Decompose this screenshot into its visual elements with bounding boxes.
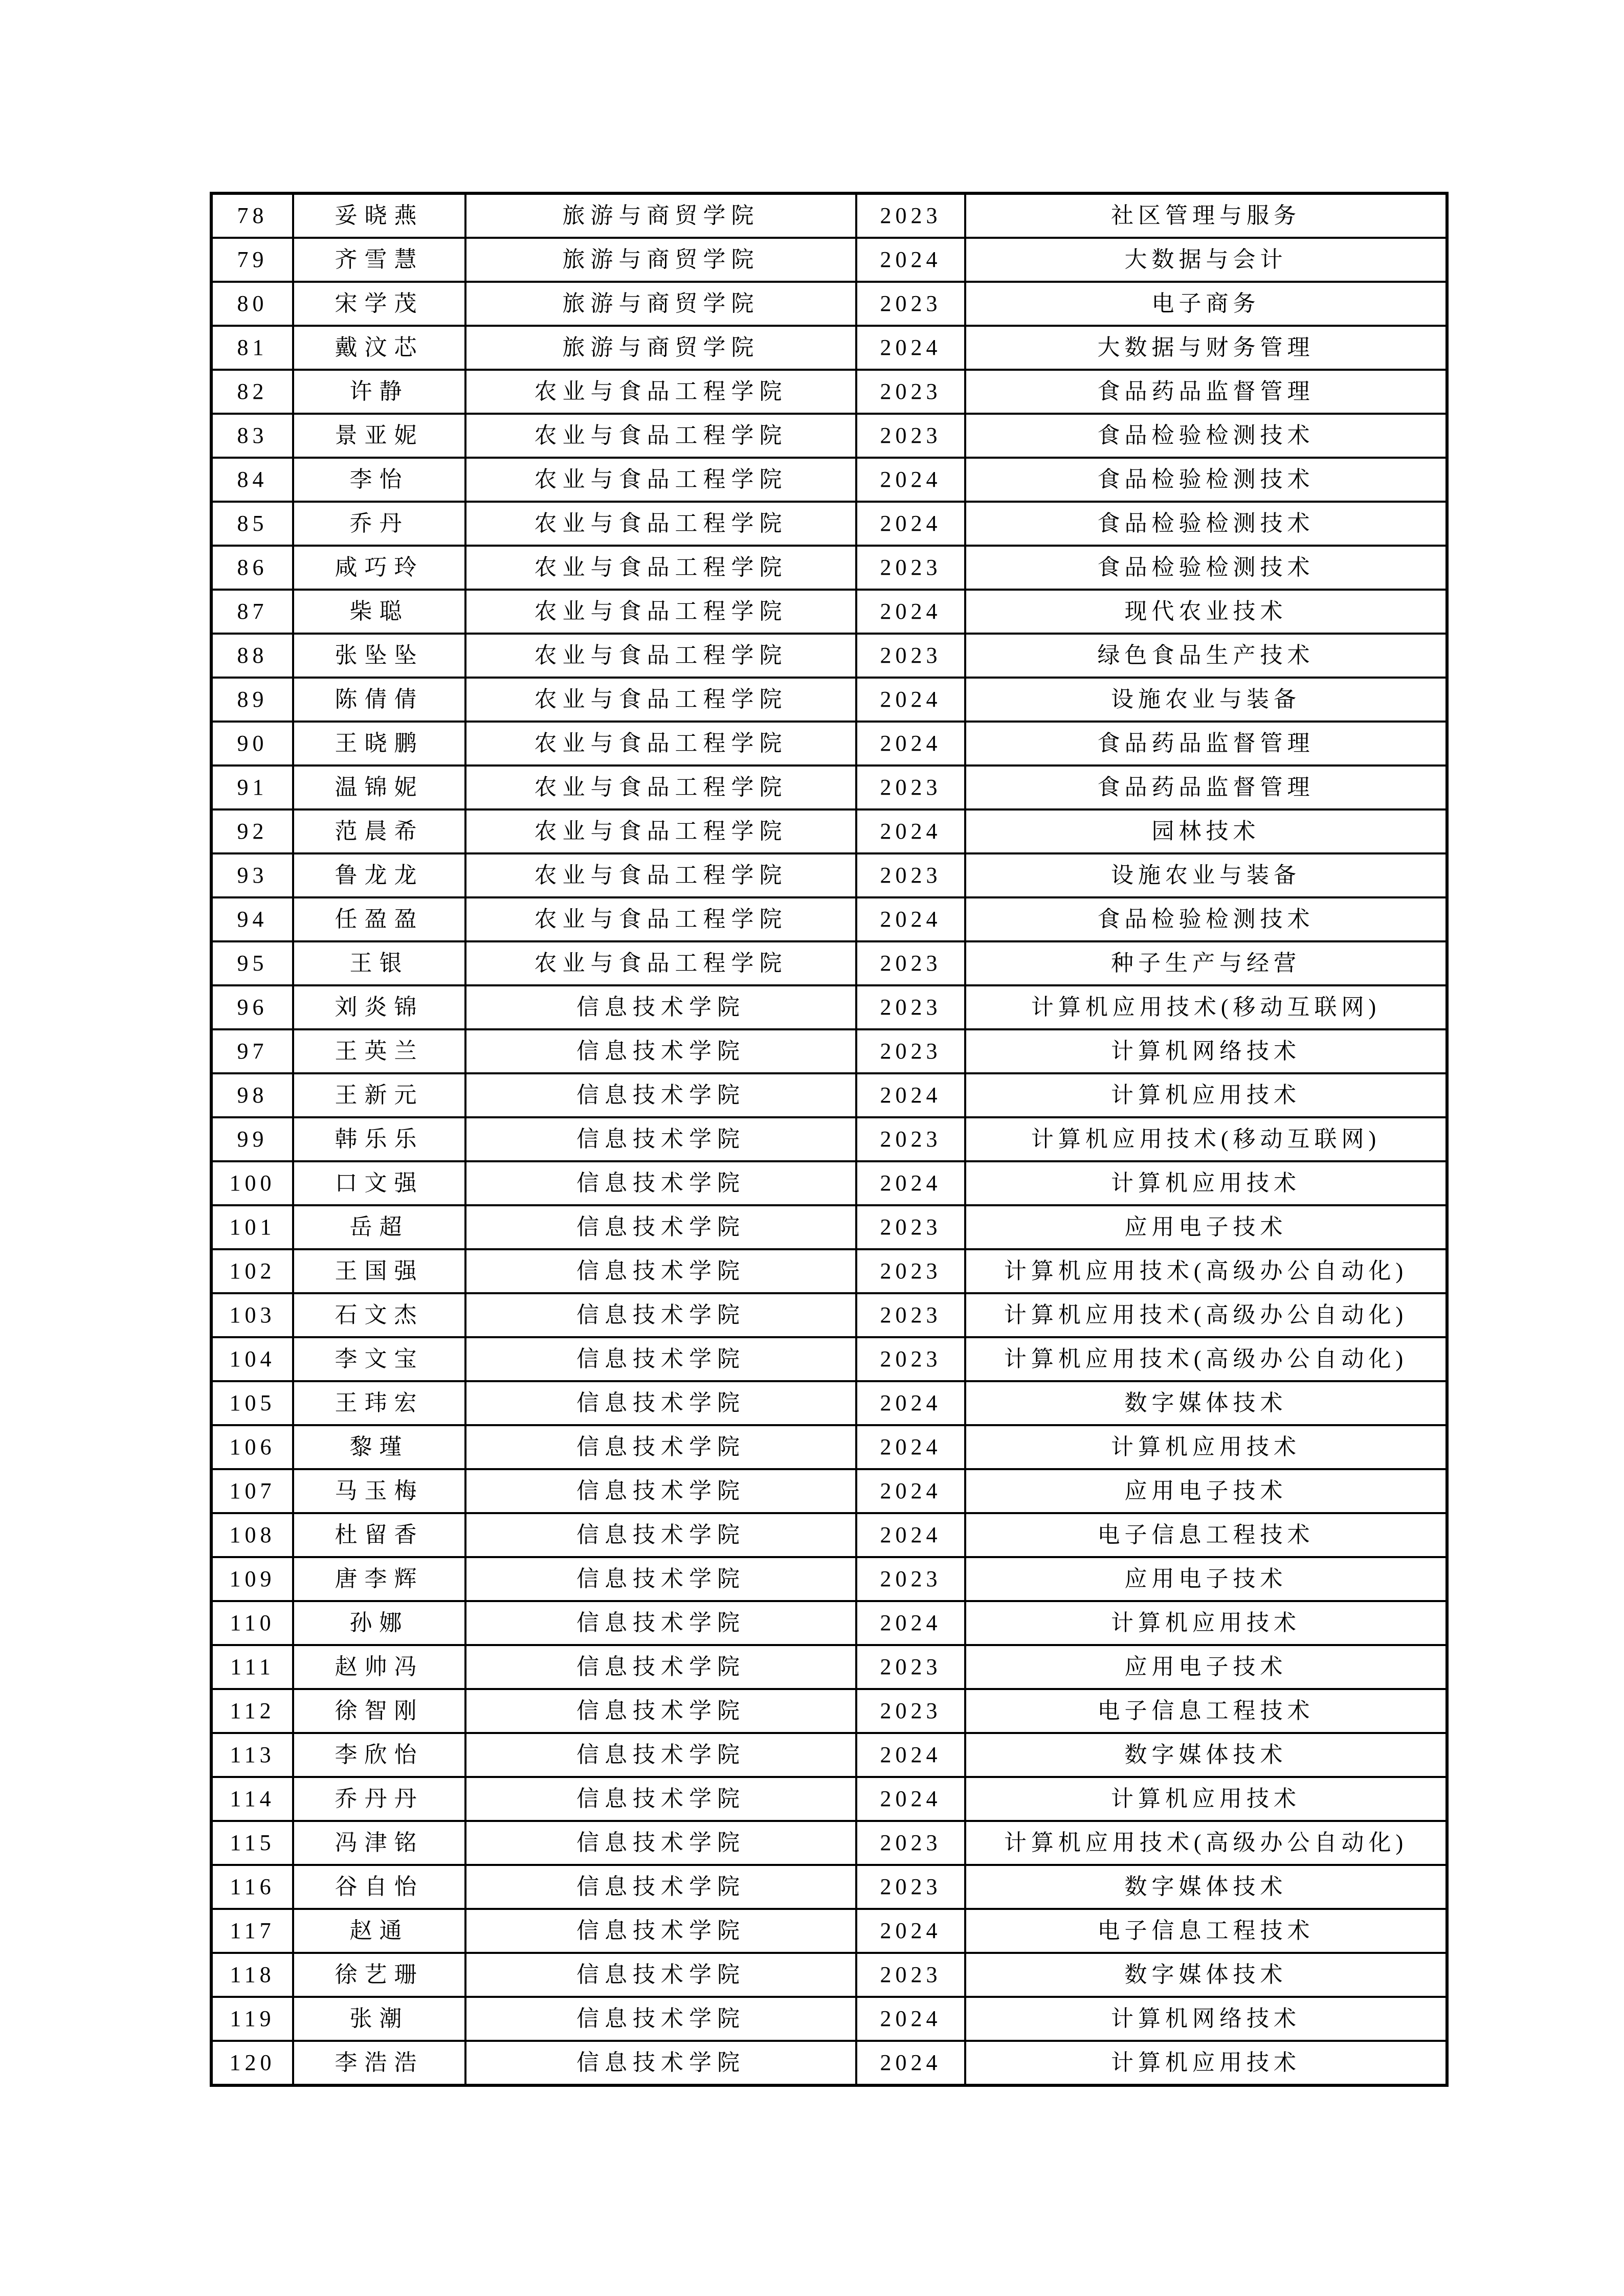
table-row: [211, 1117, 1447, 1161]
cell-college: 信息技术学院: [465, 1293, 856, 1337]
table-row: [211, 1777, 1447, 1821]
cell-name: 徐艺珊: [293, 1953, 465, 1997]
table-row: [211, 766, 1447, 809]
table-row: [211, 2041, 1447, 2085]
table-row: [211, 1865, 1447, 1909]
cell-year: 2023: [856, 766, 965, 809]
cell-major: 应用电子技术: [965, 1205, 1447, 1249]
cell-college: 信息技术学院: [465, 1557, 856, 1601]
cell-major: 计算机应用技术: [965, 1601, 1447, 1645]
cell-name: 乔丹丹: [293, 1777, 465, 1821]
cell-college: 农业与食品工程学院: [465, 897, 856, 941]
cell-year: 2023: [856, 1865, 965, 1909]
cell-major: 数字媒体技术: [965, 1865, 1447, 1909]
cell-no: 84: [211, 458, 293, 502]
cell-name: 徐智刚: [293, 1689, 465, 1733]
cell-no: 120: [211, 2041, 293, 2085]
cell-college: 信息技术学院: [465, 1513, 856, 1557]
cell-year: 2024: [856, 1073, 965, 1117]
cell-name: 刘炎锦: [293, 985, 465, 1029]
cell-name: 岳超: [293, 1205, 465, 1249]
cell-name: 乔丹: [293, 502, 465, 546]
table-row: [211, 1821, 1447, 1865]
cell-major: 大数据与财务管理: [965, 326, 1447, 370]
cell-major: 设施农业与装备: [965, 853, 1447, 897]
cell-name: 王玮宏: [293, 1381, 465, 1425]
cell-college: 信息技术学院: [465, 1381, 856, 1425]
cell-major: 应用电子技术: [965, 1557, 1447, 1601]
cell-year: 2024: [856, 1777, 965, 1821]
cell-no: 116: [211, 1865, 293, 1909]
table-row: [211, 282, 1447, 326]
cell-name: 鲁龙龙: [293, 853, 465, 897]
cell-name: 王晓鹏: [293, 722, 465, 766]
cell-major: 计算机应用技术: [965, 1425, 1447, 1469]
cell-college: 信息技术学院: [465, 1337, 856, 1381]
cell-year: 2024: [856, 590, 965, 634]
cell-college: 农业与食品工程学院: [465, 546, 856, 590]
cell-major: 数字媒体技术: [965, 1381, 1447, 1425]
cell-name: 石文杰: [293, 1293, 465, 1337]
table-row: [211, 1029, 1447, 1073]
cell-major: 大数据与会计: [965, 238, 1447, 282]
cell-year: 2024: [856, 238, 965, 282]
cell-name: 王英兰: [293, 1029, 465, 1073]
cell-no: 115: [211, 1821, 293, 1865]
cell-college: 信息技术学院: [465, 1117, 856, 1161]
cell-year: 2023: [856, 1205, 965, 1249]
cell-name: 冯津铭: [293, 1821, 465, 1865]
cell-major: 社区管理与服务: [965, 193, 1447, 238]
cell-name: 赵帅冯: [293, 1645, 465, 1689]
cell-no: 110: [211, 1601, 293, 1645]
cell-college: 信息技术学院: [465, 1601, 856, 1645]
cell-year: 2023: [856, 985, 965, 1029]
cell-no: 78: [211, 193, 293, 238]
cell-major: 食品检验检测技术: [965, 502, 1447, 546]
table-row: [211, 1337, 1447, 1381]
cell-college: 信息技术学院: [465, 1205, 856, 1249]
cell-major: 应用电子技术: [965, 1645, 1447, 1689]
cell-major: 食品检验检测技术: [965, 897, 1447, 941]
cell-no: 80: [211, 282, 293, 326]
cell-no: 119: [211, 1997, 293, 2041]
cell-no: 86: [211, 546, 293, 590]
table-row: [211, 722, 1447, 766]
cell-college: 农业与食品工程学院: [465, 809, 856, 853]
cell-no: 94: [211, 897, 293, 941]
table-row: [211, 1645, 1447, 1689]
cell-college: 信息技术学院: [465, 1733, 856, 1777]
cell-major: 现代农业技术: [965, 590, 1447, 634]
cell-name: 马玉梅: [293, 1469, 465, 1513]
cell-year: 2023: [856, 370, 965, 414]
cell-college: 农业与食品工程学院: [465, 502, 856, 546]
cell-year: 2023: [856, 193, 965, 238]
cell-major: 计算机应用技术(高级办公自动化): [965, 1293, 1447, 1337]
cell-college: 信息技术学院: [465, 1777, 856, 1821]
cell-college: 信息技术学院: [465, 1645, 856, 1689]
cell-major: 数字媒体技术: [965, 1953, 1447, 1997]
cell-name: 张坠坠: [293, 634, 465, 678]
cell-major: 计算机应用技术(高级办公自动化): [965, 1337, 1447, 1381]
cell-college: 信息技术学院: [465, 1073, 856, 1117]
cell-major: 食品药品监督管理: [965, 766, 1447, 809]
cell-college: 信息技术学院: [465, 1909, 856, 1953]
table-row: [211, 1909, 1447, 1953]
cell-no: 99: [211, 1117, 293, 1161]
table-row: [211, 1469, 1447, 1513]
cell-name: 李欣怡: [293, 1733, 465, 1777]
cell-name: 韩乐乐: [293, 1117, 465, 1161]
table-row: [211, 1205, 1447, 1249]
cell-year: 2023: [856, 1293, 965, 1337]
cell-college: 信息技术学院: [465, 1469, 856, 1513]
cell-no: 103: [211, 1293, 293, 1337]
cell-year: 2024: [856, 2041, 965, 2085]
table-row: [211, 370, 1447, 414]
cell-name: 杜留香: [293, 1513, 465, 1557]
cell-no: 87: [211, 590, 293, 634]
cell-college: 信息技术学院: [465, 985, 856, 1029]
cell-major: 电子信息工程技术: [965, 1909, 1447, 1953]
cell-no: 83: [211, 414, 293, 458]
cell-name: 宋学茂: [293, 282, 465, 326]
cell-year: 2023: [856, 546, 965, 590]
cell-name: 陈倩倩: [293, 678, 465, 722]
table-row: [211, 1425, 1447, 1469]
cell-college: 旅游与商贸学院: [465, 326, 856, 370]
cell-major: 计算机应用技术: [965, 1777, 1447, 1821]
cell-name: 孙娜: [293, 1601, 465, 1645]
cell-college: 信息技术学院: [465, 1029, 856, 1073]
cell-name: 赵通: [293, 1909, 465, 1953]
cell-no: 81: [211, 326, 293, 370]
cell-year: 2024: [856, 1161, 965, 1205]
cell-year: 2024: [856, 1733, 965, 1777]
cell-no: 98: [211, 1073, 293, 1117]
cell-year: 2023: [856, 1953, 965, 1997]
table-row: [211, 1601, 1447, 1645]
table-row: [211, 546, 1447, 590]
cell-year: 2023: [856, 1337, 965, 1381]
cell-major: 食品药品监督管理: [965, 370, 1447, 414]
cell-college: 信息技术学院: [465, 1161, 856, 1205]
cell-year: 2023: [856, 1645, 965, 1689]
cell-name: 齐雪慧: [293, 238, 465, 282]
cell-college: 农业与食品工程学院: [465, 458, 856, 502]
cell-college: 农业与食品工程学院: [465, 590, 856, 634]
cell-no: 118: [211, 1953, 293, 1997]
cell-major: 计算机应用技术(移动互联网): [965, 1117, 1447, 1161]
cell-college: 信息技术学院: [465, 1821, 856, 1865]
cell-college: 农业与食品工程学院: [465, 766, 856, 809]
cell-major: 食品检验检测技术: [965, 414, 1447, 458]
table-row: [211, 458, 1447, 502]
cell-no: 101: [211, 1205, 293, 1249]
cell-major: 电子信息工程技术: [965, 1689, 1447, 1733]
cell-no: 105: [211, 1381, 293, 1425]
cell-year: 2024: [856, 326, 965, 370]
cell-name: 黎瑾: [293, 1425, 465, 1469]
cell-year: 2023: [856, 634, 965, 678]
cell-name: 李怡: [293, 458, 465, 502]
cell-college: 旅游与商贸学院: [465, 193, 856, 238]
cell-name: 李文宝: [293, 1337, 465, 1381]
cell-year: 2023: [856, 1689, 965, 1733]
cell-year: 2023: [856, 282, 965, 326]
cell-name: 王国强: [293, 1249, 465, 1293]
cell-major: 计算机网络技术: [965, 1997, 1447, 2041]
cell-no: 89: [211, 678, 293, 722]
cell-name: 谷自怡: [293, 1865, 465, 1909]
cell-year: 2023: [856, 853, 965, 897]
cell-name: 李浩浩: [293, 2041, 465, 2085]
cell-name: 妥晓燕: [293, 193, 465, 238]
table-row: [211, 1513, 1447, 1557]
table-row: [211, 1557, 1447, 1601]
cell-major: 电子商务: [965, 282, 1447, 326]
cell-name: 任盈盈: [293, 897, 465, 941]
cell-name: 唐李辉: [293, 1557, 465, 1601]
cell-year: 2023: [856, 1029, 965, 1073]
cell-college: 信息技术学院: [465, 2041, 856, 2085]
cell-year: 2024: [856, 1601, 965, 1645]
cell-year: 2024: [856, 678, 965, 722]
cell-major: 计算机应用技术: [965, 2041, 1447, 2085]
table-row: [211, 1953, 1447, 1997]
cell-college: 信息技术学院: [465, 1953, 856, 1997]
table-row: [211, 326, 1447, 370]
cell-major: 食品检验检测技术: [965, 546, 1447, 590]
cell-college: 农业与食品工程学院: [465, 853, 856, 897]
cell-no: 95: [211, 941, 293, 985]
cell-major: 应用电子技术: [965, 1469, 1447, 1513]
cell-no: 111: [211, 1645, 293, 1689]
cell-major: 计算机应用技术(高级办公自动化): [965, 1249, 1447, 1293]
cell-college: 旅游与商贸学院: [465, 282, 856, 326]
cell-college: 信息技术学院: [465, 1997, 856, 2041]
cell-year: 2024: [856, 1381, 965, 1425]
cell-college: 旅游与商贸学院: [465, 238, 856, 282]
cell-year: 2024: [856, 809, 965, 853]
cell-no: 117: [211, 1909, 293, 1953]
cell-major: 计算机应用技术: [965, 1161, 1447, 1205]
table-row: [211, 1073, 1447, 1117]
table-row: [211, 414, 1447, 458]
table-row: [211, 985, 1447, 1029]
table-row: [211, 1733, 1447, 1777]
cell-name: 王银: [293, 941, 465, 985]
cell-no: 107: [211, 1469, 293, 1513]
table-row: [211, 853, 1447, 897]
cell-college: 信息技术学院: [465, 1425, 856, 1469]
cell-no: 82: [211, 370, 293, 414]
cell-year: 2023: [856, 1117, 965, 1161]
cell-major: 计算机应用技术(高级办公自动化): [965, 1821, 1447, 1865]
cell-year: 2024: [856, 1997, 965, 2041]
cell-name: 咸巧玲: [293, 546, 465, 590]
table-row: [211, 1689, 1447, 1733]
cell-name: 戴汶芯: [293, 326, 465, 370]
cell-name: 温锦妮: [293, 766, 465, 809]
cell-name: 景亚妮: [293, 414, 465, 458]
cell-year: 2023: [856, 414, 965, 458]
cell-major: 计算机网络技术: [965, 1029, 1447, 1073]
cell-major: 计算机应用技术: [965, 1073, 1447, 1117]
cell-name: 张潮: [293, 1997, 465, 2041]
cell-major: 种子生产与经营: [965, 941, 1447, 985]
cell-no: 97: [211, 1029, 293, 1073]
cell-college: 信息技术学院: [465, 1865, 856, 1909]
cell-major: 计算机应用技术(移动互联网): [965, 985, 1447, 1029]
cell-year: 2023: [856, 1249, 965, 1293]
cell-year: 2024: [856, 458, 965, 502]
cell-no: 92: [211, 809, 293, 853]
cell-year: 2023: [856, 1821, 965, 1865]
cell-name: 王新元: [293, 1073, 465, 1117]
cell-college: 农业与食品工程学院: [465, 414, 856, 458]
cell-college: 农业与食品工程学院: [465, 634, 856, 678]
table-row: [211, 1381, 1447, 1425]
cell-year: 2024: [856, 897, 965, 941]
cell-no: 85: [211, 502, 293, 546]
cell-major: 电子信息工程技术: [965, 1513, 1447, 1557]
cell-year: 2023: [856, 941, 965, 985]
table-row: [211, 809, 1447, 853]
cell-college: 农业与食品工程学院: [465, 370, 856, 414]
cell-major: 食品检验检测技术: [965, 458, 1447, 502]
cell-no: 96: [211, 985, 293, 1029]
table-row: [211, 634, 1447, 678]
cell-year: 2024: [856, 502, 965, 546]
table-row: [211, 238, 1447, 282]
cell-year: 2023: [856, 1557, 965, 1601]
table-row: [211, 1997, 1447, 2041]
cell-no: 100: [211, 1161, 293, 1205]
table-row: [211, 1161, 1447, 1205]
cell-college: 农业与食品工程学院: [465, 941, 856, 985]
cell-college: 信息技术学院: [465, 1249, 856, 1293]
cell-year: 2024: [856, 1909, 965, 1953]
cell-name: 口文强: [293, 1161, 465, 1205]
cell-college: 农业与食品工程学院: [465, 722, 856, 766]
cell-no: 104: [211, 1337, 293, 1381]
table-row: [211, 897, 1447, 941]
cell-no: 106: [211, 1425, 293, 1469]
cell-no: 113: [211, 1733, 293, 1777]
table-row: [211, 1293, 1447, 1337]
cell-name: 范晨希: [293, 809, 465, 853]
table-row: [211, 941, 1447, 985]
cell-no: 108: [211, 1513, 293, 1557]
cell-no: 91: [211, 766, 293, 809]
cell-no: 79: [211, 238, 293, 282]
table-row: [211, 502, 1447, 546]
cell-year: 2024: [856, 722, 965, 766]
cell-name: 许静: [293, 370, 465, 414]
cell-major: 设施农业与装备: [965, 678, 1447, 722]
cell-major: 食品药品监督管理: [965, 722, 1447, 766]
cell-no: 90: [211, 722, 293, 766]
cell-no: 112: [211, 1689, 293, 1733]
cell-year: 2024: [856, 1469, 965, 1513]
cell-college: 农业与食品工程学院: [465, 678, 856, 722]
cell-major: 园林技术: [965, 809, 1447, 853]
cell-college: 信息技术学院: [465, 1689, 856, 1733]
table-row: [211, 1249, 1447, 1293]
table-row: [211, 678, 1447, 722]
cell-year: 2024: [856, 1513, 965, 1557]
cell-no: 102: [211, 1249, 293, 1293]
cell-year: 2024: [856, 1425, 965, 1469]
cell-no: 93: [211, 853, 293, 897]
roster-table-body: [211, 193, 1447, 2085]
student-roster-table: [210, 192, 1449, 2087]
cell-no: 114: [211, 1777, 293, 1821]
table-row: [211, 590, 1447, 634]
cell-name: 柴聪: [293, 590, 465, 634]
cell-no: 109: [211, 1557, 293, 1601]
cell-no: 88: [211, 634, 293, 678]
table-row: [211, 193, 1447, 238]
cell-major: 绿色食品生产技术: [965, 634, 1447, 678]
cell-major: 数字媒体技术: [965, 1733, 1447, 1777]
